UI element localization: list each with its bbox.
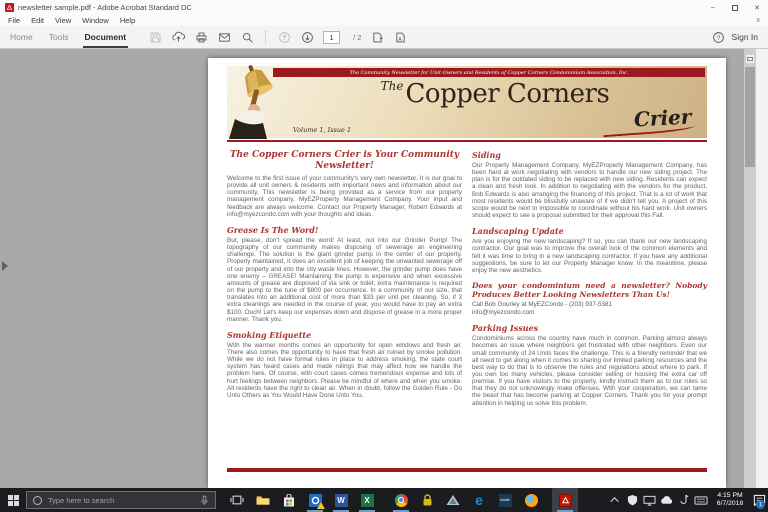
title-the: The bbox=[380, 79, 404, 93]
town-crier-bell-icon bbox=[227, 63, 281, 139]
menu-window[interactable]: Window bbox=[82, 16, 109, 25]
edge-icon: e bbox=[475, 492, 483, 508]
app-triangle-icon bbox=[446, 494, 460, 506]
firefox-icon bbox=[525, 494, 538, 507]
cloud-upload-icon[interactable] bbox=[171, 30, 185, 44]
tools-pane-rail[interactable] bbox=[756, 49, 768, 488]
right-column bbox=[472, 150, 707, 407]
task-view-button[interactable] bbox=[224, 488, 250, 512]
save-icon[interactable] bbox=[148, 30, 162, 44]
landscaping-heading: Landscaping Update bbox=[472, 226, 564, 237]
parking-heading: Parking Issues bbox=[472, 323, 539, 334]
windows-logo-icon bbox=[8, 495, 19, 506]
nav-pane-toggle-icon[interactable] bbox=[2, 261, 8, 271]
minimize-button[interactable]: – bbox=[711, 4, 715, 11]
left-column bbox=[227, 150, 462, 407]
start-button[interactable] bbox=[0, 488, 26, 512]
promo-contact-line2: info@myezcondo.com bbox=[472, 308, 535, 316]
taskbar-clock[interactable] bbox=[709, 488, 751, 512]
display-icon bbox=[643, 495, 656, 506]
sign-in-button[interactable]: Sign In bbox=[731, 32, 758, 42]
excel-button[interactable] bbox=[354, 488, 380, 512]
masthead-rule bbox=[227, 140, 707, 142]
cortana-icon bbox=[33, 496, 42, 505]
edge-button[interactable] bbox=[466, 488, 492, 512]
task-view-icon bbox=[230, 494, 244, 506]
defender-tray-button[interactable] bbox=[624, 488, 641, 512]
svg-text:?: ? bbox=[716, 34, 721, 42]
file-explorer-icon bbox=[256, 495, 270, 506]
taskbar bbox=[0, 488, 768, 512]
maximize-button[interactable] bbox=[724, 0, 746, 15]
acrobat-logo-icon bbox=[5, 3, 14, 12]
outlook-button[interactable] bbox=[302, 488, 328, 512]
print-icon[interactable] bbox=[194, 30, 208, 44]
menu-file[interactable]: File bbox=[8, 16, 21, 25]
store-button[interactable] bbox=[276, 488, 302, 512]
kindle-button[interactable] bbox=[492, 488, 518, 512]
app-triangle-button[interactable] bbox=[440, 488, 466, 512]
chrome-icon bbox=[395, 494, 408, 507]
parking-body: Condominiums across the country have much in common. Parking almost always becomes an issue where neighbors get frustrated with other neighbors. Even our small community of 24 Units faces the challenge. This is a friendly reminder that we all need to get along when it comes to sharing our limited parking resources and the best way to do that is to observe the rules and regulations about where to park. If you own too many vehicles, please consider selling or housing the extra car off premise. If you have visitors to the property, kindly instruct them as to our rules so that they do not unknowingly make offenses. With your cooperation, we can tame the beast that has become parking at Copper Corners. Thank you for your prompt attention in helping us solve this problem. bbox=[472, 335, 707, 407]
menu-view[interactable]: View bbox=[55, 16, 72, 25]
siding-body: Our Property Management Company, MyEZProperty Management Company, has been hard at work negotiating with vendors to handle our new siding project. The plan is for the outdated siding to be replaced with new siding. Residents can expect a clean and fresh look. In addition to negotiating with the vendors for the product, Bob Edwards is also arranging the financing of this project. That is a lot of work that most residents would be blissfully unaware of if we didn't tell you. A project of this scope would be next to impossible to coordinate without his hard work. Unit owners should expect to see a proposal submitted for their approval this Fall. bbox=[472, 162, 707, 220]
email-icon[interactable] bbox=[217, 30, 231, 44]
window-titlebar bbox=[0, 0, 768, 15]
document-area bbox=[0, 49, 768, 488]
smoking-heading: Smoking Etiquette bbox=[227, 329, 312, 340]
promo-contact-line1: Call Bob Gourley at MyEZCondo - (203) 937-5381 bbox=[472, 301, 613, 309]
tray-expand-button[interactable] bbox=[607, 488, 624, 512]
taskbar-search-input[interactable] bbox=[26, 491, 216, 509]
keyboard-icon bbox=[694, 496, 708, 505]
word-button[interactable] bbox=[328, 488, 354, 512]
page-number-input[interactable]: 1 bbox=[323, 31, 340, 44]
search-icon[interactable] bbox=[240, 30, 254, 44]
page-total-label: / 2 bbox=[353, 32, 362, 42]
excel-icon: X bbox=[361, 494, 374, 507]
clock-time: 4:15 PM bbox=[717, 491, 743, 499]
promo-heading: Does your condominium need a newsletter? Nobody Produces Better Looking Newsletters Than Us! bbox=[472, 281, 707, 300]
tool-icon bbox=[679, 494, 689, 506]
menubar bbox=[0, 15, 768, 26]
acrobat-taskbar-button[interactable] bbox=[552, 488, 578, 512]
svg-text:A: A bbox=[398, 36, 402, 43]
file-explorer-button[interactable] bbox=[250, 488, 276, 512]
title-main: Copper Corners bbox=[405, 79, 610, 109]
microphone-icon bbox=[200, 495, 209, 506]
tool-tray-button[interactable] bbox=[675, 488, 692, 512]
page-tools-icon[interactable] bbox=[370, 30, 384, 44]
volume-label: Volume 1, Issue 1 bbox=[293, 126, 352, 134]
action-center-button[interactable] bbox=[751, 488, 768, 512]
tab-tools[interactable]: Tools bbox=[48, 32, 69, 42]
window-title: newsletter sample.pdf - Adobe Acrobat Standard DC bbox=[18, 3, 192, 12]
store-icon bbox=[283, 494, 295, 507]
word-icon: W bbox=[335, 494, 348, 507]
chevron-up-icon bbox=[610, 497, 618, 505]
system-tray bbox=[607, 488, 768, 512]
newsletter-masthead bbox=[227, 66, 707, 138]
smoking-body: With the warmer months comes an opportunity for open windows and fresh air. There also comes the opportunity to have that fresh air ruined by smoke pollution. While we do not have formal rules in place to address smoking, the state court system has heard cases and made rulings that may affect how we handle the problem here. Of course, with court cases comes tremendous expense and lots of hurt feelings between neighbors. Please be mindful of where and when you smoke. All residents have the right to clean air. When in doubt, follow the Golden Rule - Do Unto Others as You Would Have Done Unto You. bbox=[227, 341, 462, 399]
masthead-banner bbox=[273, 68, 705, 77]
defender-shield-icon bbox=[627, 494, 638, 506]
app-bag-button[interactable] bbox=[414, 488, 440, 512]
banner-text: The Community Newsletter for Unit Owners and Residents of Copper Corners Condominium Association, Inc. bbox=[349, 69, 629, 76]
scrollbar-top-icon[interactable] bbox=[745, 54, 755, 64]
scrollbar-thumb[interactable] bbox=[745, 67, 755, 167]
intro-heading: The Copper Corners Crier is Your Community Newsletter! bbox=[229, 150, 460, 171]
toolbar bbox=[0, 26, 768, 49]
export-pdf-icon[interactable] bbox=[393, 30, 407, 44]
close-button[interactable]: ✕ bbox=[754, 4, 760, 12]
previous-page-icon[interactable] bbox=[277, 30, 291, 44]
chrome-button[interactable] bbox=[388, 488, 414, 512]
menu-edit[interactable]: Edit bbox=[31, 16, 45, 25]
tab-home[interactable]: Home bbox=[10, 32, 33, 42]
keyboard-tray-button[interactable] bbox=[692, 488, 709, 512]
display-tray-button[interactable] bbox=[641, 488, 658, 512]
newsletter-title bbox=[289, 79, 701, 109]
clock-date: 6/7/2018 bbox=[716, 500, 744, 507]
notification-badge: 1 bbox=[756, 500, 765, 509]
menu-help[interactable]: Help bbox=[119, 16, 136, 25]
newsletter-columns bbox=[227, 150, 707, 407]
firefox-button[interactable] bbox=[518, 488, 544, 512]
title-script: Crier bbox=[633, 104, 692, 132]
next-page-icon[interactable] bbox=[300, 30, 314, 44]
menubar-close-icon[interactable]: x bbox=[756, 17, 760, 24]
intro-body: Welcome to the first issue of your community's very own newsletter. It is our goal to provide all unit owners & residents with important news and information about our community. This newsletter is being provided as a service from our property management company, MyEZProperty Management Company. Your input and feedback are always welcome. Contact our Property Manager, Robert Edwards at info@myezcondo.com with your thoughts and ideas. bbox=[227, 175, 462, 218]
footer-rule bbox=[227, 468, 707, 472]
cloud-tray-button[interactable] bbox=[658, 488, 675, 512]
grease-heading: Grease Is The Word! bbox=[227, 224, 319, 235]
cloud-icon bbox=[660, 495, 673, 505]
acrobat-icon bbox=[559, 494, 572, 507]
kindle-icon: kindle bbox=[499, 494, 512, 507]
siding-heading: Siding bbox=[472, 150, 501, 160]
tab-document[interactable]: Document bbox=[85, 26, 127, 48]
landscaping-body: Are you enjoying the new landscaping? If so, you can thank our new landscaping contractor. Our goal was to improve the overall look of the common elements and felt it was time to bring in a new landscaping contractor. If you have any additional suggestions, be sure to let our Property Manager know. In the meantime, please enjoy the new aesthetics. bbox=[472, 238, 707, 274]
maximize-icon bbox=[732, 5, 738, 11]
outlook-warning-icon bbox=[317, 502, 325, 509]
search-placeholder: Type here to search bbox=[48, 495, 115, 505]
app-bag-icon bbox=[422, 494, 433, 507]
grease-body: But, please, don't spread the word! At least, not into our Grinder Pump! The topography of our community makes disposing of sewerage an engineering challenge. The solution is the giant grinder pump in the center of our property. Properly maintained, it does an excellent job of keeping the unwanted sewerage off of our property and into the city waste lines. However, the grinder pump does have one enemy – GREASE! Maintaining the pump is expensive and when excessive amounts of grease are disposed of via sink or toilet, extra maintenance is required on the pump to the tune of $800 per occurrence. In a community of our size, that translates into an additional cost of more than $33 per unit per cleaning. So, if 3 extra cleanings are needed in the course of year, you would have to pay an extra $100. Ouch! Let's keep our expenses down and dispose of grease in a more proper manner. Thank you. bbox=[227, 236, 462, 323]
help-icon[interactable] bbox=[712, 30, 726, 44]
vertical-scrollbar[interactable] bbox=[744, 49, 756, 488]
pdf-page bbox=[208, 58, 726, 488]
toolbar-separator bbox=[265, 30, 266, 44]
